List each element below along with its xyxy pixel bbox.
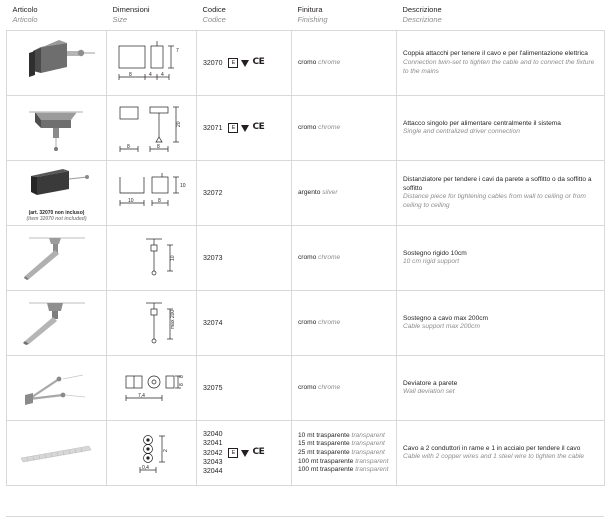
energy-class-icon: E (228, 123, 238, 133)
svg-text:20: 20 (175, 121, 182, 128)
finish-it: 100 mt trasparente (298, 457, 354, 465)
dimension-sketch-32072 (107, 161, 197, 226)
svg-text:10: 10 (169, 255, 176, 262)
product-code: 32073 (203, 254, 223, 262)
code-cell (197, 161, 292, 226)
finish-list (298, 432, 390, 475)
description-it: Sostegno rigido 10cm (403, 249, 467, 257)
description-it: Cavo a 2 conduttori in rame e 1 in acciaio per tendere il cavo (403, 444, 581, 452)
svg-text:8: 8 (178, 383, 185, 387)
description-en: Cable with 2 copper wires and 1 steel wire to tighten the cable (403, 453, 585, 461)
description-cell (397, 291, 605, 356)
product-note-it: (art. 32070 non incluso) (28, 209, 85, 216)
svg-text:0,4: 0,4 (141, 465, 149, 472)
dimension-drawing (110, 99, 194, 157)
svg-text:max 200: max 200 (169, 310, 176, 330)
finish-line (298, 432, 390, 441)
finish-it: cromo (298, 318, 317, 326)
finish-en: transparent (351, 431, 385, 439)
svg-text:10: 10 (127, 198, 134, 205)
finish-cell (292, 226, 397, 291)
footer-divider (6, 516, 604, 517)
dimension-drawing (110, 364, 194, 412)
dimension-drawing (110, 36, 194, 90)
finish-en: silver (322, 188, 338, 196)
product-code: 32044 (203, 468, 223, 476)
triangle-mark-icon (241, 60, 249, 67)
finish-en: transparent (351, 448, 385, 456)
product-code: 32071 (203, 124, 223, 132)
description-en: Connection twin-set to tighten the cable and to connect the fixture to the mains (403, 58, 595, 75)
cable-drawing (15, 438, 99, 468)
column-header-descrizione-en: Descrizione (402, 15, 442, 25)
description-en: Distance piece for tightening cables from wall to ceiling or from ceiling to ceiling (403, 193, 586, 209)
finish-it: 10 mt trasparente (298, 431, 350, 439)
table-row (7, 356, 605, 421)
finish-it: cromo (298, 253, 317, 261)
finish-cell (292, 161, 397, 226)
product-photo-32070 (7, 31, 107, 96)
dimension-sketch-32075 (107, 356, 197, 421)
table-row (7, 161, 605, 226)
column-header-dimensioni-en: Size (112, 15, 128, 25)
rigid-support-drawing (15, 232, 99, 284)
product-photo-32071 (7, 96, 107, 161)
dimension-sketch-32073 (107, 226, 197, 291)
product-code: 32074 (203, 319, 223, 327)
ce-mark-icon: CE (252, 122, 265, 133)
product-note-en: (item 32070 not included) (26, 215, 87, 222)
dimension-sketch-32074 (107, 291, 197, 356)
finish-cell (292, 291, 397, 356)
column-header-codice (197, 0, 292, 31)
description-it: Sostegno a cavo max 200cm (403, 314, 489, 322)
svg-text:4: 4 (160, 72, 164, 79)
certification-marks (228, 447, 264, 459)
product-code: 32072 (203, 189, 223, 197)
column-header-dimensioni-it: Dimensioni (112, 5, 150, 14)
description-en: Single and centralized driver connection (403, 128, 520, 136)
product-code: 32043 (203, 458, 223, 466)
energy-class-icon: E (228, 448, 238, 458)
product-photo-32075 (7, 356, 107, 421)
description-cell (397, 421, 605, 486)
product-photo-32072 (7, 161, 107, 226)
cable-support-drawing (15, 297, 99, 349)
finish-it: cromo (298, 58, 317, 66)
ceiling-single-connector-drawing (15, 100, 99, 156)
wall-deviation-set-drawing (15, 365, 99, 411)
svg-text:8: 8 (178, 375, 185, 379)
svg-text:8: 8 (126, 144, 130, 151)
finish-cell (292, 356, 397, 421)
column-header-codice-it: Codice (202, 5, 226, 14)
dimension-drawing (110, 295, 194, 351)
finish-line (298, 449, 390, 458)
table-body (7, 31, 605, 486)
code-cell (197, 291, 292, 356)
finish-cell (292, 96, 397, 161)
product-code: 32075 (203, 384, 223, 392)
table-row (7, 421, 605, 486)
column-header-codice-en: Codice (202, 15, 226, 25)
svg-text:7,4: 7,4 (137, 393, 145, 400)
svg-text:7: 7 (175, 48, 179, 55)
code-cell (197, 421, 292, 486)
column-header-articolo-it: Articolo (12, 5, 38, 14)
description-cell (397, 226, 605, 291)
svg-text:10: 10 (179, 183, 186, 190)
finish-cell (292, 421, 397, 486)
energy-class-icon: E (228, 58, 238, 68)
table-header (7, 0, 605, 31)
svg-text:8: 8 (156, 144, 160, 151)
column-header-articolo-en: Articolo (12, 15, 38, 25)
finish-it: cromo (298, 383, 317, 391)
finish-line (298, 466, 390, 475)
code-cell (197, 356, 292, 421)
dimension-sketch-32071 (107, 96, 197, 161)
ce-mark-icon: CE (252, 57, 265, 68)
finish-en: chrome (318, 123, 341, 131)
ce-mark-icon: CE (252, 447, 265, 458)
column-header-finitura-en: Finishing (297, 15, 328, 25)
finish-it: 100 mt trasparente (298, 466, 354, 474)
finish-line (298, 458, 390, 467)
finish-it: 25 mt trasparente (298, 448, 350, 456)
description-cell (397, 31, 605, 96)
table-row (7, 291, 605, 356)
product-photo-cable (7, 421, 107, 486)
product-code: 32070 (203, 59, 223, 67)
column-header-finitura (292, 0, 397, 31)
triangle-mark-icon (241, 450, 249, 457)
code-cell (197, 96, 292, 161)
finish-cell (292, 31, 397, 96)
description-en: 10 cm rigid support (403, 258, 460, 266)
svg-text:8: 8 (128, 72, 132, 79)
description-it: Coppia attacchi per tenere il cavo e per l'alimentazione elettrica (403, 50, 588, 58)
column-header-articolo (7, 0, 107, 31)
dimension-sketch-32070 (107, 31, 197, 96)
table-row (7, 96, 605, 161)
column-header-finitura-it: Finitura (297, 5, 323, 14)
table-row (7, 31, 605, 96)
table-row (7, 226, 605, 291)
dimension-sketch-cable (107, 421, 197, 486)
finish-line (298, 440, 390, 449)
description-en: Wall deviation set (403, 388, 455, 396)
finish-en: transparent (355, 466, 389, 474)
product-code: 32041 (203, 440, 223, 448)
product-photo-32074 (7, 291, 107, 356)
product-table (6, 0, 605, 486)
dimension-drawing (110, 428, 194, 478)
product-note (9, 210, 104, 223)
column-header-descrizione (397, 0, 605, 31)
wall-bracket-pair-drawing (15, 37, 99, 89)
column-header-descrizione-it: Descrizione (402, 5, 442, 14)
description-cell (397, 161, 605, 226)
column-header-dimensioni (107, 0, 197, 31)
finish-it: 15 mt trasparente (298, 440, 350, 448)
description-cell (397, 356, 605, 421)
finish-en: chrome (318, 318, 341, 326)
product-photo-32073 (7, 226, 107, 291)
finish-it: cromo (298, 123, 317, 131)
dimension-drawing (110, 231, 194, 285)
product-code: 32040 (203, 430, 223, 438)
triangle-mark-icon (241, 125, 249, 132)
product-code: 32042 (203, 449, 223, 457)
certification-marks (228, 57, 264, 69)
finish-it: argento (298, 188, 321, 196)
certification-marks (228, 122, 264, 134)
description-it: Attacco singolo per alimentare centralmente il sistema (403, 119, 561, 127)
description-it: Deviatore a parete (403, 379, 458, 387)
finish-en: chrome (318, 253, 341, 261)
svg-text:2: 2 (162, 449, 169, 453)
finish-en: chrome (318, 58, 341, 66)
product-code-list (203, 430, 222, 477)
finish-en: transparent (355, 457, 389, 465)
code-cell (197, 226, 292, 291)
description-cell (397, 96, 605, 161)
svg-text:4: 4 (148, 72, 152, 79)
code-cell (197, 31, 292, 96)
distance-piece-drawing (15, 165, 99, 207)
finish-en: transparent (351, 440, 385, 448)
dimension-drawing (110, 167, 194, 219)
finish-en: chrome (318, 383, 341, 391)
description-it: Distanziatore per tendere i cavi da parete a soffitto o da soffitto a soffitto (403, 176, 592, 192)
description-en: Cable support max 200cm (403, 323, 480, 331)
svg-text:8: 8 (157, 198, 161, 205)
